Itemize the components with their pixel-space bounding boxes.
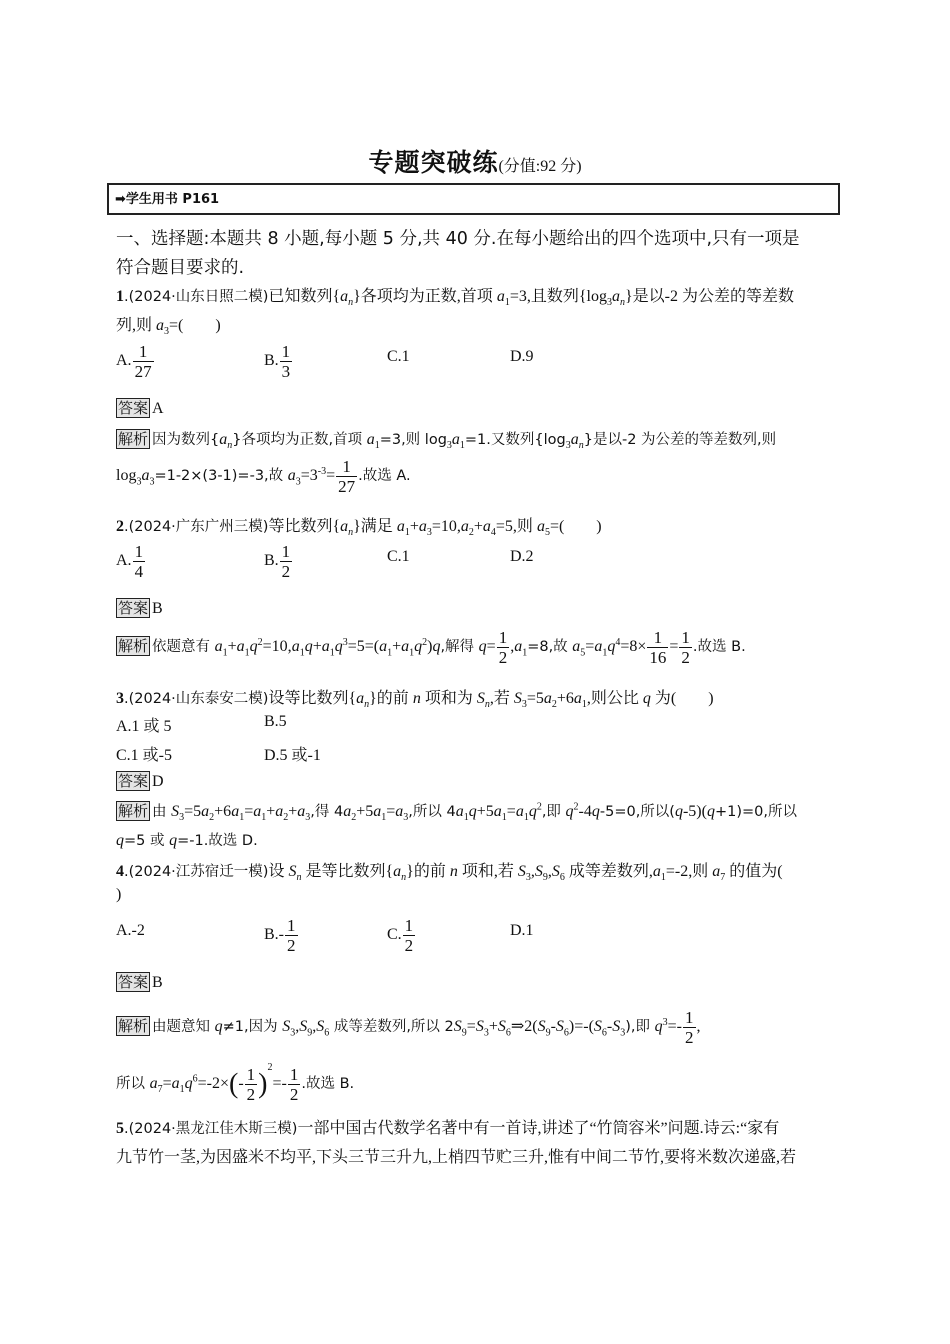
q1-source: .(2024·山东日照二模) [124,289,269,305]
q1-answer-value: A [152,400,164,417]
q2-analysis: 解析 依题意有 $a_1+a_1q^2=10,a_1q+a_1q^3=5=(a_1+a_1q^2)q$,解得 q= $\frac{1}{2}$ $,a_1=8$,故 $a_5=a_1q^4=8\times$ $\frac{1}{16}$ = $\frac{1}{2}$ .故选 B. [118,628,746,667]
answer-tag: 答案 [118,772,149,790]
q1-option-b[interactable]: B. $\frac{1}{3}$ [264,342,291,381]
analysis-tag: 解析 [118,1017,149,1036]
q2-option-a[interactable]: A. $\frac{1}{4}$ [116,542,144,581]
q3-option-d[interactable]: D.5 或-1 [264,747,321,764]
page-title [0,143,950,179]
title-score: (分值:92 分) [498,158,582,175]
q1-option-c[interactable]: C.1 [387,348,410,365]
q5-stem-line1: 5.(2024·黑龙江佳木斯三模)一部中国古代数学名著中有一首诗,讲述了“竹筒容米”问题.诗云:“家有 [116,1120,780,1137]
q3-source: .(2024·山东泰安二模) [124,691,269,707]
analysis-tag: 解析 [118,430,149,448]
q1-number: 1 [116,288,124,305]
q3-number: 3 [116,690,124,707]
q3-answer [116,771,164,791]
analysis-tag: 解析 [118,802,149,820]
q4-analysis-line2: 所以 $a_7=a_1q^6=-2\times(-$ $\frac{1}{2}$ )$^2$=- $\frac{1}{2}$ .故选 B. [116,1062,355,1104]
q4-number: 4 [116,863,124,880]
q2-number: 2 [116,518,124,535]
q3-answer-value: D [152,773,164,790]
q1-analysis-line1: 解析 因为数列$\{a_n\}$各项均为正数,首项 $a_1=3$,则 $\log_3a_1=1$.又数列$\{\log_3a_n\}$是以-2 为公差的等差数列,则 [118,430,777,452]
book-reference: ➡学生用书 P161 [115,192,220,207]
q2-stem: 2.(2024·广东广州三模)等比数列$\{a_n\}$满足 $a_1+a_3=10,a_2+a_4=5$,则 $a_5=$( ) [116,518,602,539]
q5-number: 5 [116,1120,124,1137]
q2-answer-value: B [152,600,163,617]
q4-source: .(2024·江苏宿迁一模) [124,864,269,880]
q5-stem-line2: 九节竹一茎,为因盛米不均平,下头三节三升九,上梢四节贮三升,惟有中间二节竹,要将米数次递盛,若 [116,1149,797,1166]
q4-answer [116,972,163,992]
q2-option-b[interactable]: B. $\frac{1}{2}$ [264,542,291,581]
title-main: 专题突破练 [368,148,499,177]
q2-source: .(2024·广东广州三模) [124,519,269,535]
q3-stem: 3.(2024·山东泰安二模)设等比数列$\{a_n\}$的前 n 项和为 $S_n$,若 $S_3=5a_2+6a_1$,则公比 q 为( ) [116,690,714,711]
q4-stem-line1: 4.(2024·江苏宿迁一模)设 $S_n$ 是等比数列$\{a_n\}$的前 n 项和,若 $S_3,S_9,S_6$ 成等差数列$,a_1=-2$,则 $a_7$ 的值为( [116,863,783,884]
q3-option-a[interactable]: A.1 或 5 [116,718,172,735]
q1-analysis-fraction: $\frac{1}{27}$ [338,457,356,496]
answer-tag: 答案 [118,973,149,991]
q3-analysis-line2: q=5 或 q=-1.故选 D. [116,832,258,849]
book-reference-bar [107,183,840,215]
q4-option-a[interactable]: A.-2 [116,922,145,939]
q1-option-a-fraction: $\frac{1}{27}$ [134,342,152,381]
q2-answer [116,598,163,618]
q4-option-b[interactable]: B.- $\frac{1}{2}$ [264,916,296,955]
analysis-tag: 解析 [118,637,149,656]
q4-option-c[interactable]: C. $\frac{1}{2}$ [387,916,414,955]
section-heading-line1: 一、选择题:本题共 8 小题,每小题 5 分,共 40 分.在每小题给出的四个选项中,只有一项是 [116,229,800,249]
q3-option-c[interactable]: C.1 或-5 [116,747,173,764]
answer-tag: 答案 [118,399,149,417]
q4-analysis-line1: 解析 由题意知 q≠1,因为 $S_3,S_9,S_6$ 成等差数列,所以 $2S_9=S_3+S_6\Rightarrow 2(S_9-S_6)=-(S_6-S_3)$,即 $q^3=-$ $\frac{1}{2}$ , [118,1008,701,1047]
q4-stem-line2: ) [116,886,122,903]
q1-analysis-line2: $\log_3a_3=1-2\times(3-1)=-3$,故 $a_3=3^{-3}=$ $\frac{1}{27}$ .故选 A. [116,457,411,496]
q1-option-d[interactable]: D.9 [510,348,534,365]
q1-option-b-fraction: $\frac{1}{3}$ [281,342,291,381]
q3-analysis-line1: 解析 由 $S_3=5a_2+6a_1=a_1+a_2+a_3$,得 $4a_2+5a_1=a_3$,所以 $4a_1q+5a_1=a_1q^2$,即 $q^2-4q-5=0$,所以(q-5)(q+1)=0,所以 [118,801,797,824]
q4-answer-value: B [152,974,163,991]
q2-option-d[interactable]: D.2 [510,548,534,565]
q2-option-c[interactable]: C.1 [387,548,410,565]
q1-option-a[interactable]: A. $\frac{1}{27}$ [116,342,152,381]
section-heading-line2: 符合题目要求的. [116,258,245,278]
q1-stem-line1: 1.(2024·山东日照二模)已知数列$\{a_n\}$各项均为正数,首项 $a_1=3$,且数列$\{\log_3a_n\}$是以-2 为公差的等差数 [116,288,794,309]
q5-source: .(2024·黑龙江佳木斯三模) [124,1121,298,1137]
q1-answer [116,398,164,418]
q1-stem-line2: 列,则 $a_3=$( ) [116,317,221,338]
q3-option-b[interactable]: B.5 [264,713,287,730]
answer-tag: 答案 [118,599,149,617]
q4-option-d[interactable]: D.1 [510,922,534,939]
